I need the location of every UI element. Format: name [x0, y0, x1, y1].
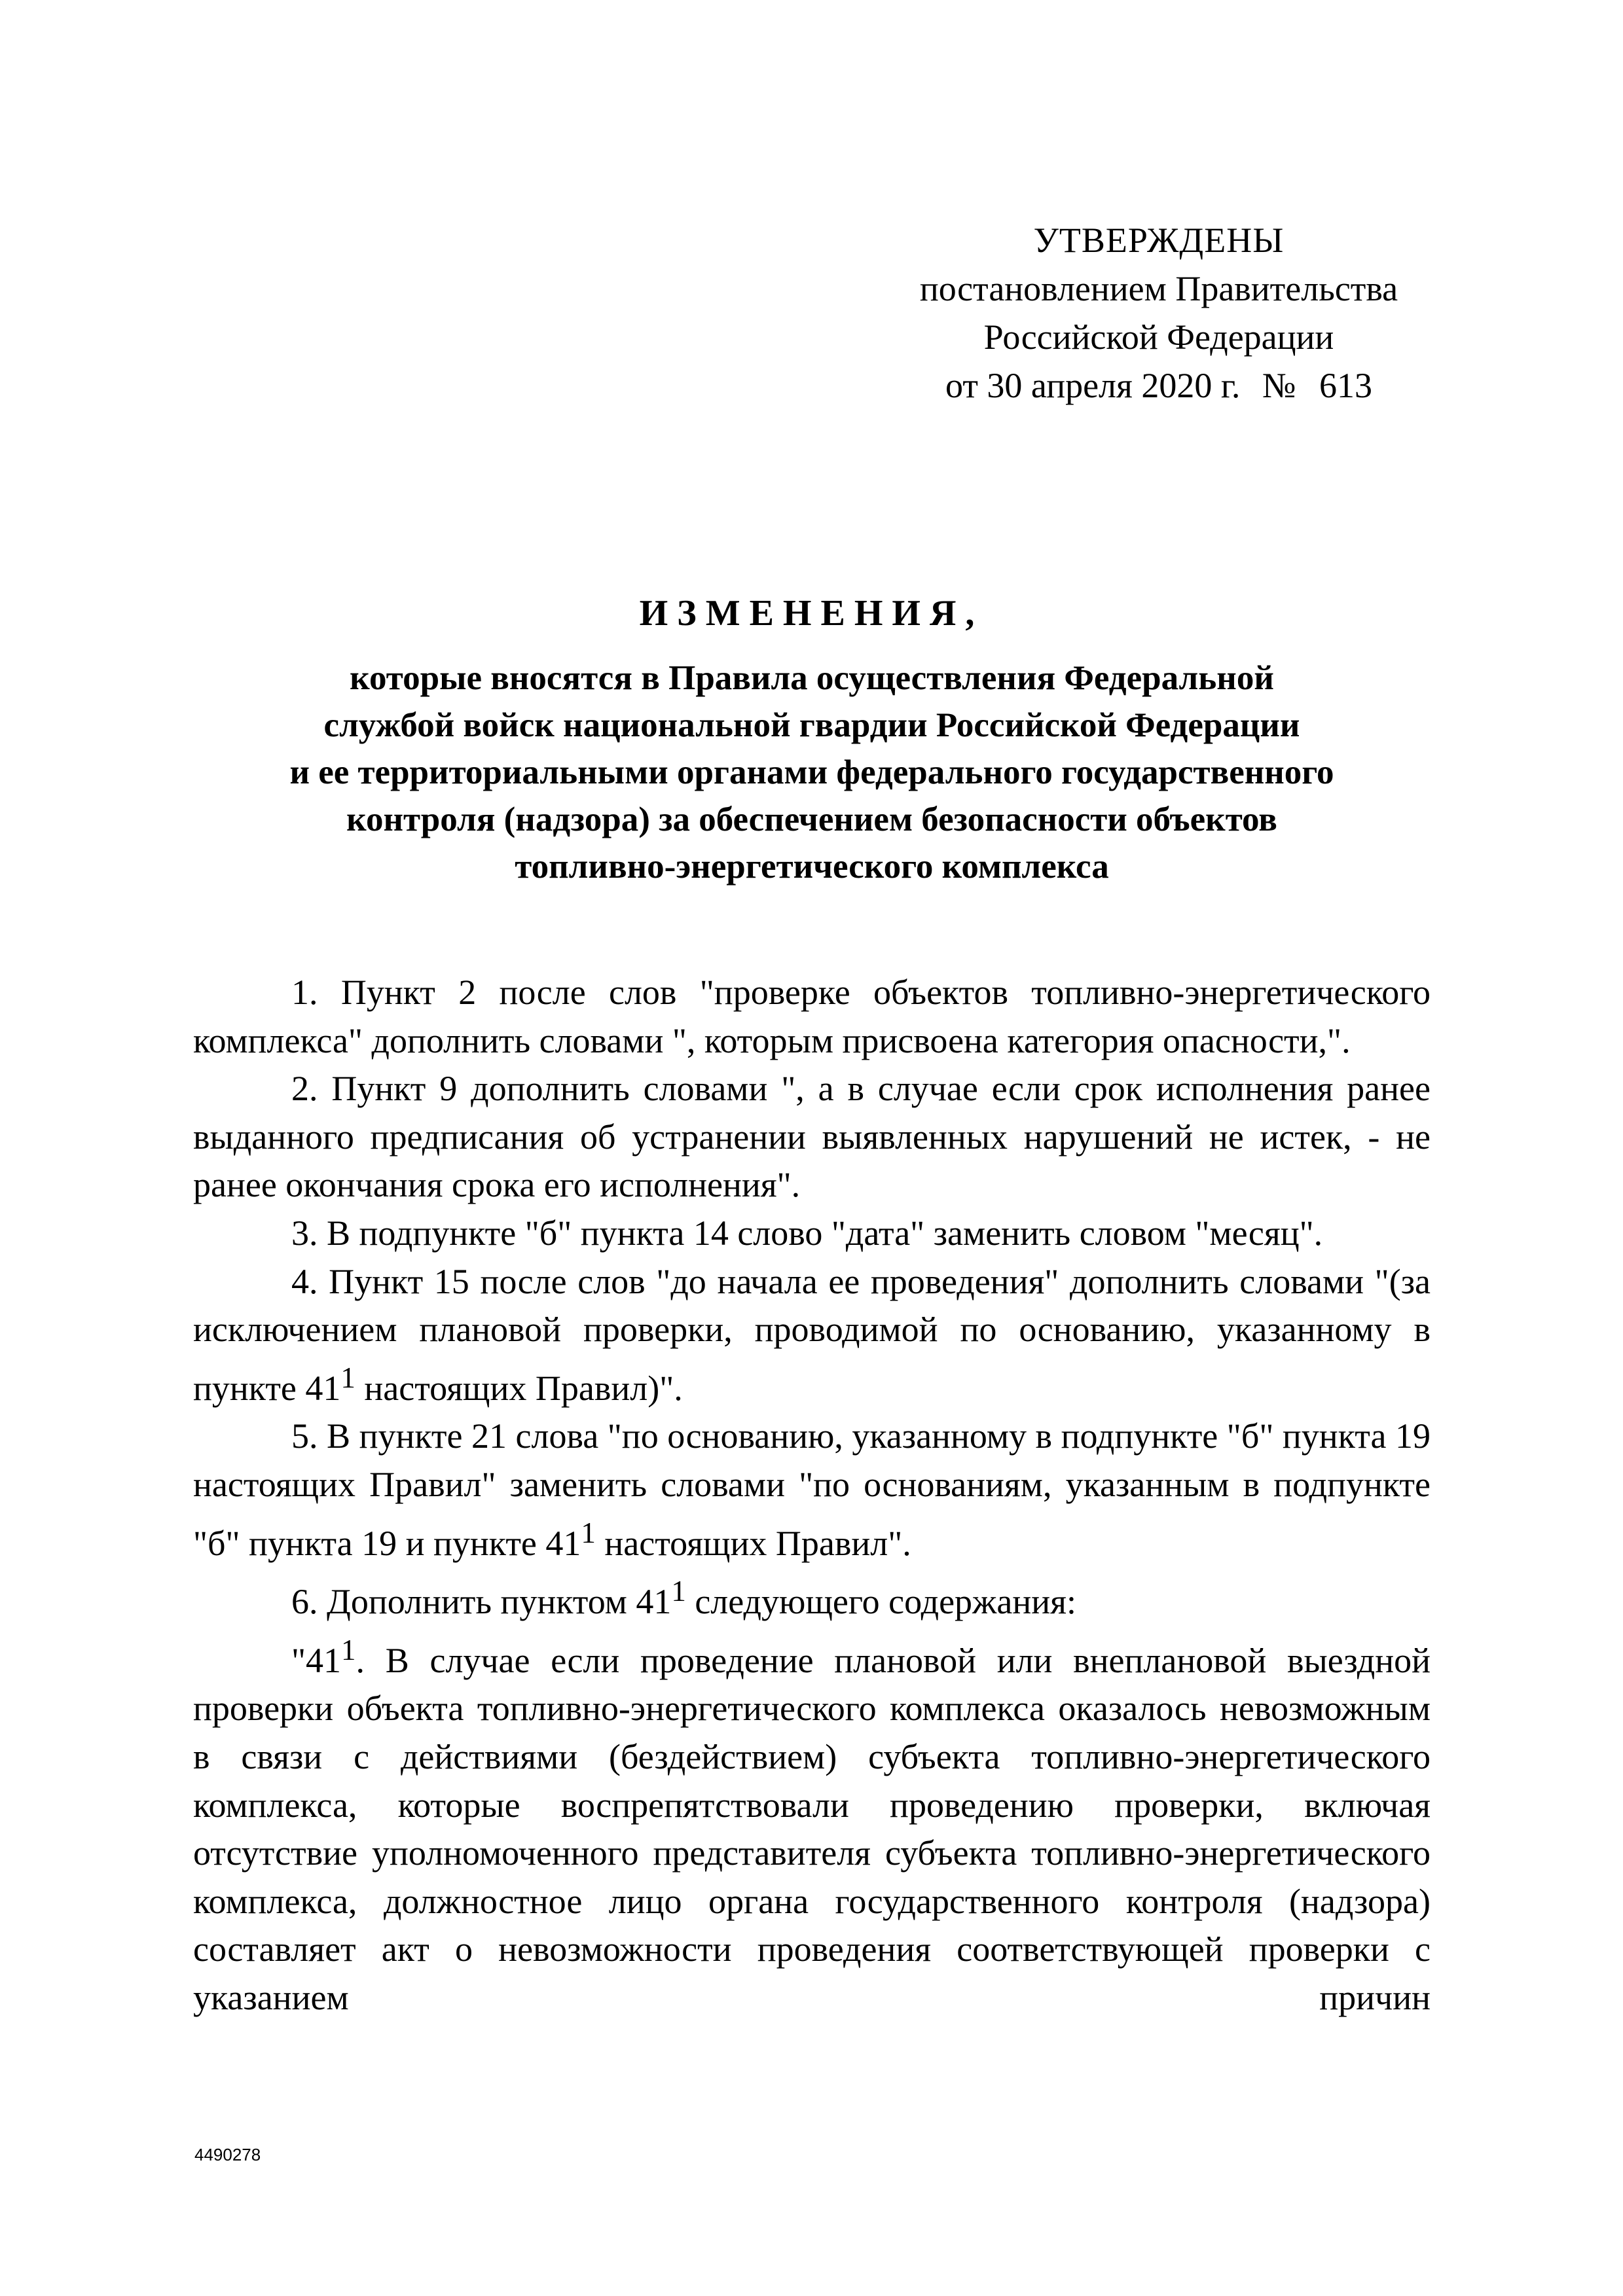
approval-date-line — [864, 361, 1453, 410]
superscript: 1 — [341, 1633, 356, 1666]
superscript: 1 — [581, 1516, 596, 1549]
paragraph-1: 1. Пункт 2 после слов "проверке объектов топливно-энергетического комплекса" дополнить словами ", которым присвоена категория опасности,". — [193, 973, 1431, 1060]
paragraph-6-text-end: следующего содержания: — [685, 1582, 1076, 1622]
approval-number: 613 — [1319, 366, 1372, 405]
document-subtitle — [183, 655, 1440, 890]
paragraph-5-text: 5. В пункте 21 слова "по основанию, указанному в подпункте "б" пункта 19 настоящих Правил" заменить словами "по основаниям, указанным в подпункте "б" пункта 19 и пункте 41 — [193, 1416, 1431, 1563]
paragraph-5 — [193, 1412, 1431, 1568]
paragraph-4-text-end: настоящих Правил)". — [355, 1368, 683, 1408]
paragraph-6-text: 6. Дополнить пунктом 41 — [291, 1582, 672, 1622]
superscript: 1 — [671, 1575, 686, 1608]
approval-date: от 30 апреля 2020 г. — [945, 366, 1241, 405]
approval-line-2: Российской Федерации — [983, 317, 1334, 357]
paragraph-7-quote — [193, 1626, 1431, 2022]
superscript: 1 — [340, 1361, 356, 1394]
subtitle-line: контроля (надзора) за обеспечением безопасности объектов — [346, 800, 1277, 838]
approval-title: УТВЕРЖДЕНЫ — [1033, 221, 1285, 260]
approval-line-1: постановлением Правительства — [919, 269, 1398, 308]
paragraph-4-text: 4. Пункт 15 после слов "до начала ее проведения" дополнить словами "(за исключением плановой проверки, проводимой по основанию, указанному в пункте 41 — [193, 1261, 1431, 1408]
document-title: ИЗМЕНЕНИЯ, — [639, 593, 984, 634]
document-body — [193, 969, 1431, 2022]
subtitle-line: и ее территориальными органами федерального государственного — [289, 753, 1334, 791]
approval-number-sign: № — [1262, 366, 1296, 405]
paragraph-7-text-end: . В случае если проведение плановой или внеплановой выездной проверки объекта топливно-энергетического комплекса оказалось невозможным в связи с действиями (бездействием) субъекта топливно-энергетического комплекса, которые воспрепятствовали проведению проверки, включая отсутствие уполномоченного представителя субъекта топливно-энергетического комплекса, должностное лицо органа государственного контроля (надзора) составляет акт о невозможности проведения соответствующей проверки с указанием причин — [193, 1640, 1431, 2017]
paragraph-7-text: "41 — [291, 1640, 342, 1680]
paragraph-4 — [193, 1258, 1431, 1413]
paragraph-2: 2. Пункт 9 дополнить словами ", а в случае если срок исполнения ранее выданного предписания об устранении выявленных нарушений не истек, - не ранее окончания срока его исполнения". — [193, 1069, 1431, 1205]
subtitle-line: топливно-энергетического комплекса — [515, 848, 1109, 886]
paragraph-5-text-end: настоящих Правил". — [595, 1523, 911, 1563]
approval-stamp — [864, 216, 1453, 410]
paragraph-3: 3. В подпункте "б" пункта 14 слово "дата" заменить словом "месяц". — [291, 1213, 1323, 1253]
paragraph-6 — [193, 1568, 1431, 1626]
subtitle-line: которые вносятся в Правила осуществления Федеральной — [350, 659, 1274, 697]
subtitle-line: службой войск национальной гвардии Российской Федерации — [323, 706, 1300, 744]
document-code: 4490278 — [194, 2145, 261, 2164]
